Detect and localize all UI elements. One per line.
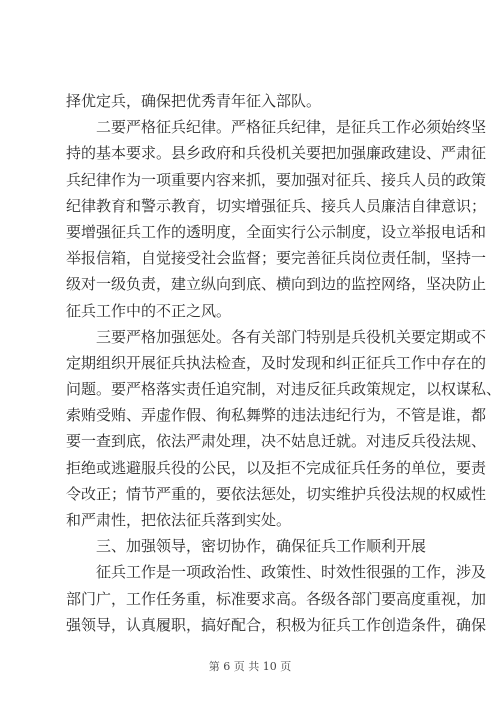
text-line: 部门广，工作任务重，标准要求高。各级各部门要高度重视，加: [66, 589, 487, 608]
text-line: 要增强征兵工作的透明度，全面实行公示制度，设立举报电话和: [66, 222, 487, 241]
page-footer: 第 6 页 共 10 页: [208, 660, 292, 673]
text-line: 征兵工作中的不正之风。: [66, 301, 232, 320]
paragraph-first-line: 二要严格征兵纪律。严格征兵纪律，是征兵工作必须始终坚: [96, 118, 487, 137]
text-line: 拒绝或逃避服兵役的公民，以及拒不完成征兵任务的单位，要责: [66, 458, 487, 477]
paragraph-first-line: 三要严格加强惩处。各有关部门特别是兵役机关要定期或不: [96, 327, 487, 346]
text-line: 定期组织开展征兵执法检查，及时发现和纠正征兵工作中存在的: [66, 353, 487, 372]
text-line: 择优定兵，确保把优秀青年征入部队。: [66, 92, 322, 110]
text-line: 问题。要严格落实责任追究制，对违反征兵政策规定，以权谋私、: [66, 380, 501, 399]
section-heading: 三、加强领导，密切协作，确保征兵工作顺利开展: [96, 537, 427, 556]
text-line: 要一查到底，依法严肃处理，决不姑息迁就。对违反兵役法规、: [66, 432, 487, 451]
text-line: 兵纪律作为一项重要内容来抓，要加强对征兵、接兵人员的政策: [66, 170, 487, 189]
text-line: 索贿受贿、弄虚作假、徇私舞弊的违法违纪行为，不管是谁，都: [66, 406, 487, 425]
document-body: [66, 88, 501, 638]
text-line: 强领导，认真履职，搞好配合，积极为征兵工作创造条件，确保: [66, 615, 487, 634]
text-line: 和严肃性，把依法征兵落到实处。: [66, 511, 292, 529]
text-line: 持的基本要求。县乡政府和兵役机关要把加强廉政建设、严肃征: [66, 144, 487, 163]
text-line: 级对一级负责，建立纵向到底、横向到边的监控网络，坚决防止: [66, 275, 487, 294]
text-line: 举报信箱，自觉接受社会监督；要完善征兵岗位责任制，坚持一: [66, 249, 487, 268]
text-line: 纪律教育和警示教育，切实增强征兵、接兵人员廉洁自律意识；: [66, 196, 487, 215]
text-line: 令改正；情节严重的，要依法惩处，切实维护兵役法规的权威性: [66, 484, 487, 503]
paragraph-first-line: 征兵工作是一项政治性、政策性、时效性很强的工作，涉及: [96, 563, 487, 582]
